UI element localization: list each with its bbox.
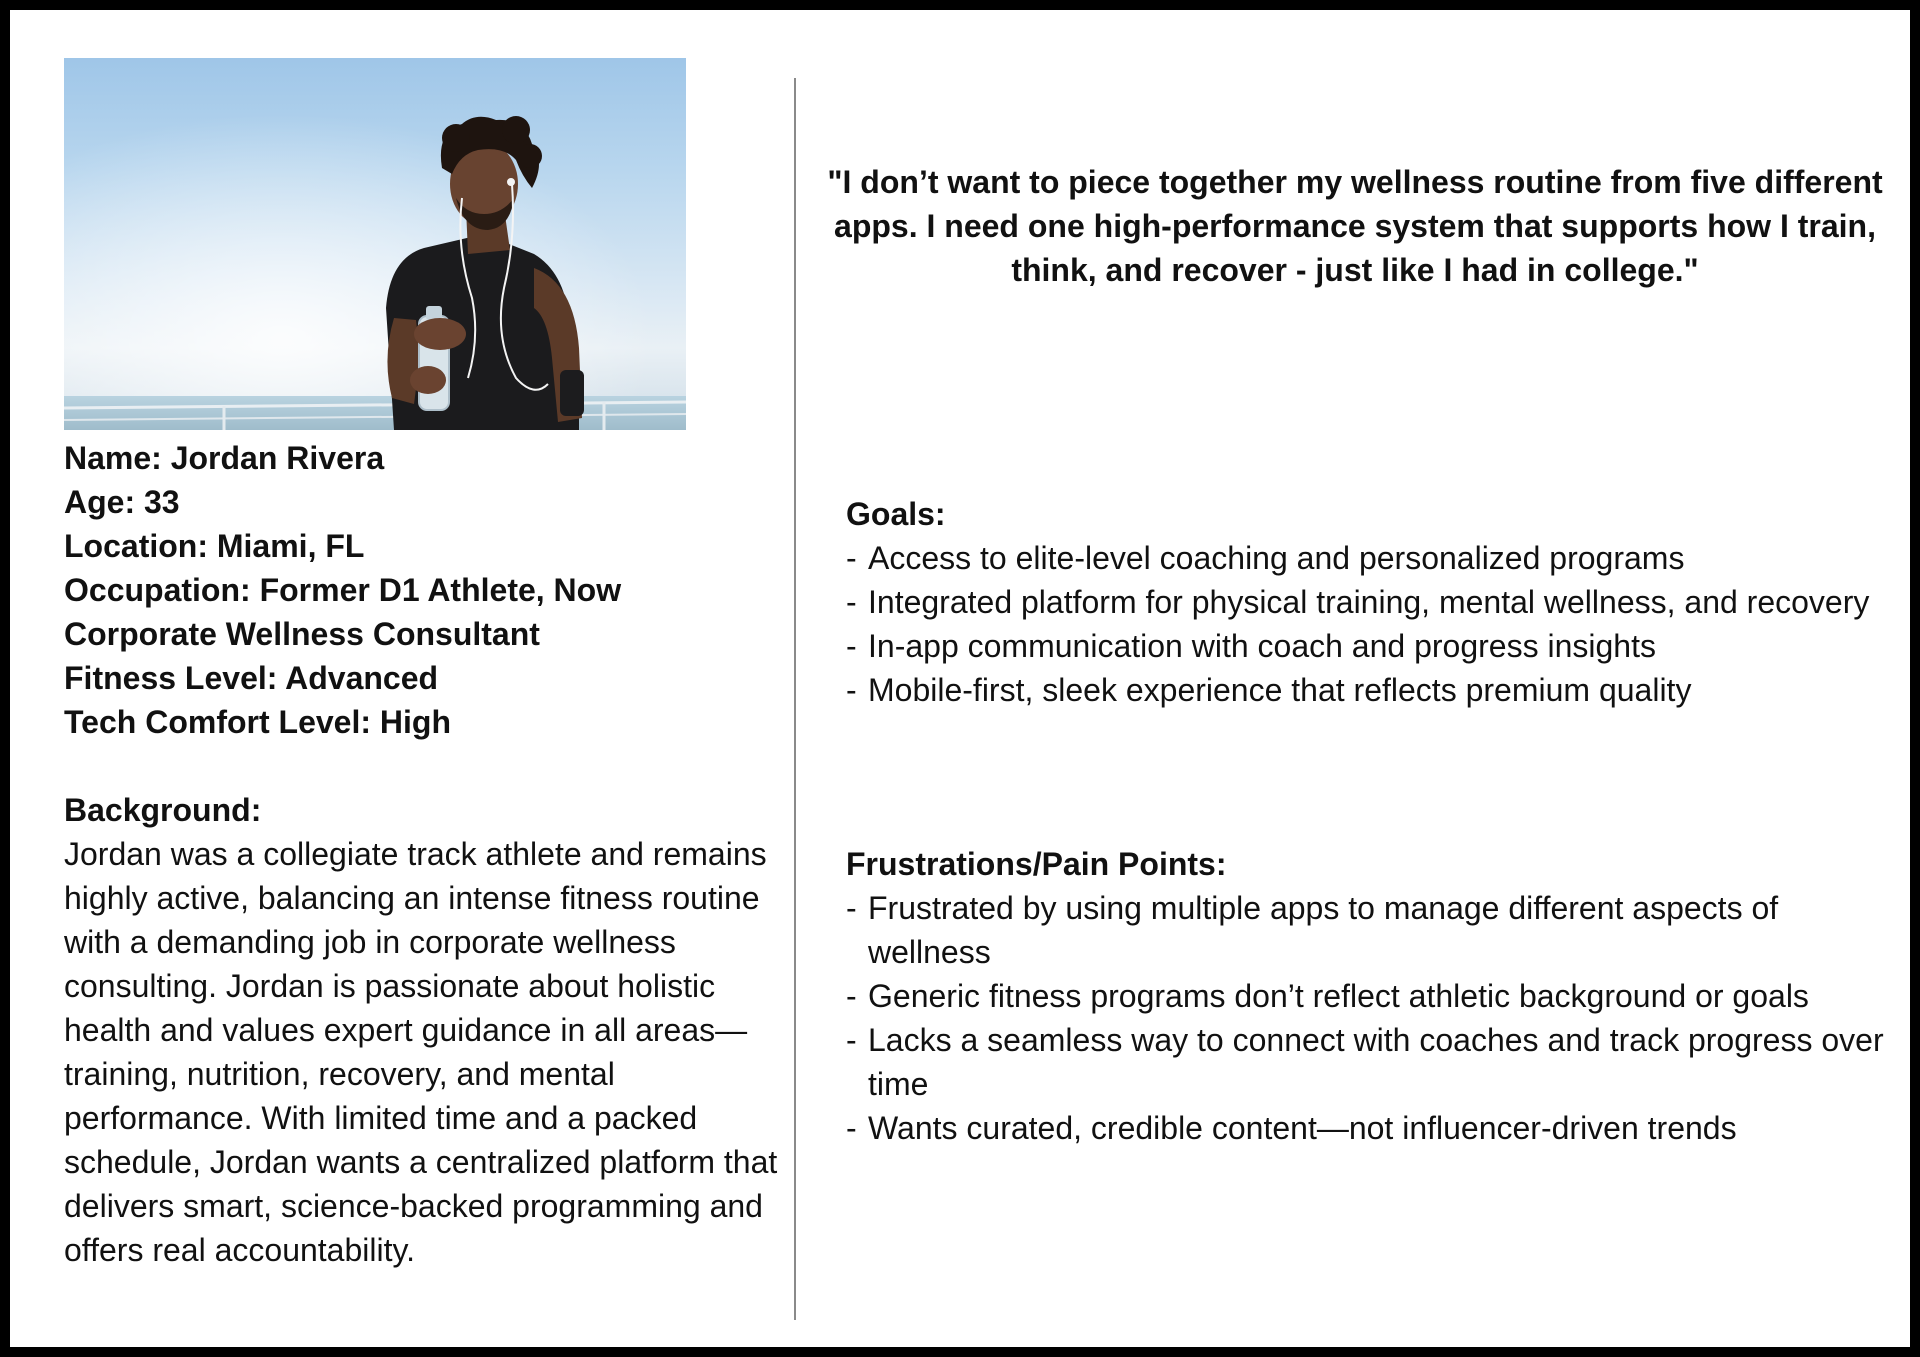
bullet-marker: - [846,672,857,708]
goals-item-text: Mobile-first, sleek experience that reflects premium quality [868,672,1692,708]
frustrations-list [846,886,1886,1150]
background-text: Jordan was a collegiate track athlete and remains highly active, balancing an intense fitness routine with a demanding job in corporate wellness consulting. Jordan is passionate about holistic health and values expert guidance in all areas—training, nutrition, recovery, and mental performance. With limited time and a packed schedule, Jordan wants a centralized platform that delivers smart, science-backed programming and offers real accountability. [64,836,778,1268]
background-section [64,788,784,1272]
frustrations-list-item [846,886,1886,974]
goals-list-item [846,624,1886,668]
bullet-marker: - [846,584,857,620]
frustrations-item-text: Generic fitness programs don’t reflect athletic background or goals [868,978,1809,1014]
column-divider [794,78,796,1320]
bullet-marker: - [846,890,857,926]
persona-name: Name: Jordan Rivera [64,440,385,476]
goals-title: Goals: [846,496,946,532]
goals-list-item [846,668,1886,712]
goals-item-text: In-app communication with coach and progress insights [868,628,1656,664]
frustrations-item-text: Lacks a seamless way to connect with coaches and track progress over time [868,1022,1884,1102]
frustrations-list-item [846,1018,1886,1106]
persona-card [10,10,1910,1347]
persona-location: Location: Miami, FL [64,528,365,564]
persona-quote: "I don’t want to piece together my wellness routine from five different apps. I need one high-performance system that supports how I train, think, and recover - just like I had in college." [827,164,1883,288]
frustrations-list-item [846,1106,1886,1150]
frustrations-item-text: Frustrated by using multiple apps to manage different aspects of wellness [868,890,1779,970]
goals-item-text: Access to elite-level coaching and personalized programs [868,540,1685,576]
frustrations-section [846,842,1886,1150]
persona-occupation-line-1: Occupation: Former D1 Athlete, Now [64,572,622,608]
goals-list-item [846,536,1886,580]
persona-occupation-line-2: Corporate Wellness Consultant [64,616,540,652]
frustrations-list-item [846,974,1886,1018]
persona-age: Age: 33 [64,484,180,520]
goals-section [846,492,1886,712]
bullet-marker: - [846,1110,857,1146]
frustrations-item-text: Wants curated, credible content—not influencer-driven trends [868,1110,1737,1146]
goals-list [846,536,1886,712]
background-title: Background: [64,792,262,828]
frustrations-title: Frustrations/Pain Points: [846,846,1227,882]
persona-fitness-level: Fitness Level: Advanced [64,660,439,696]
goals-list-item [846,580,1886,624]
bullet-marker: - [846,1022,857,1058]
bullet-marker: - [846,628,857,664]
persona-photo [64,58,686,430]
goals-item-text: Integrated platform for physical training, mental wellness, and recovery [868,584,1870,620]
bullet-marker: - [846,978,857,1014]
persona-tech-comfort: Tech Comfort Level: High [64,704,451,740]
bullet-marker: - [846,540,857,576]
persona-facts [64,436,784,744]
persona-profile-column [64,58,784,1272]
